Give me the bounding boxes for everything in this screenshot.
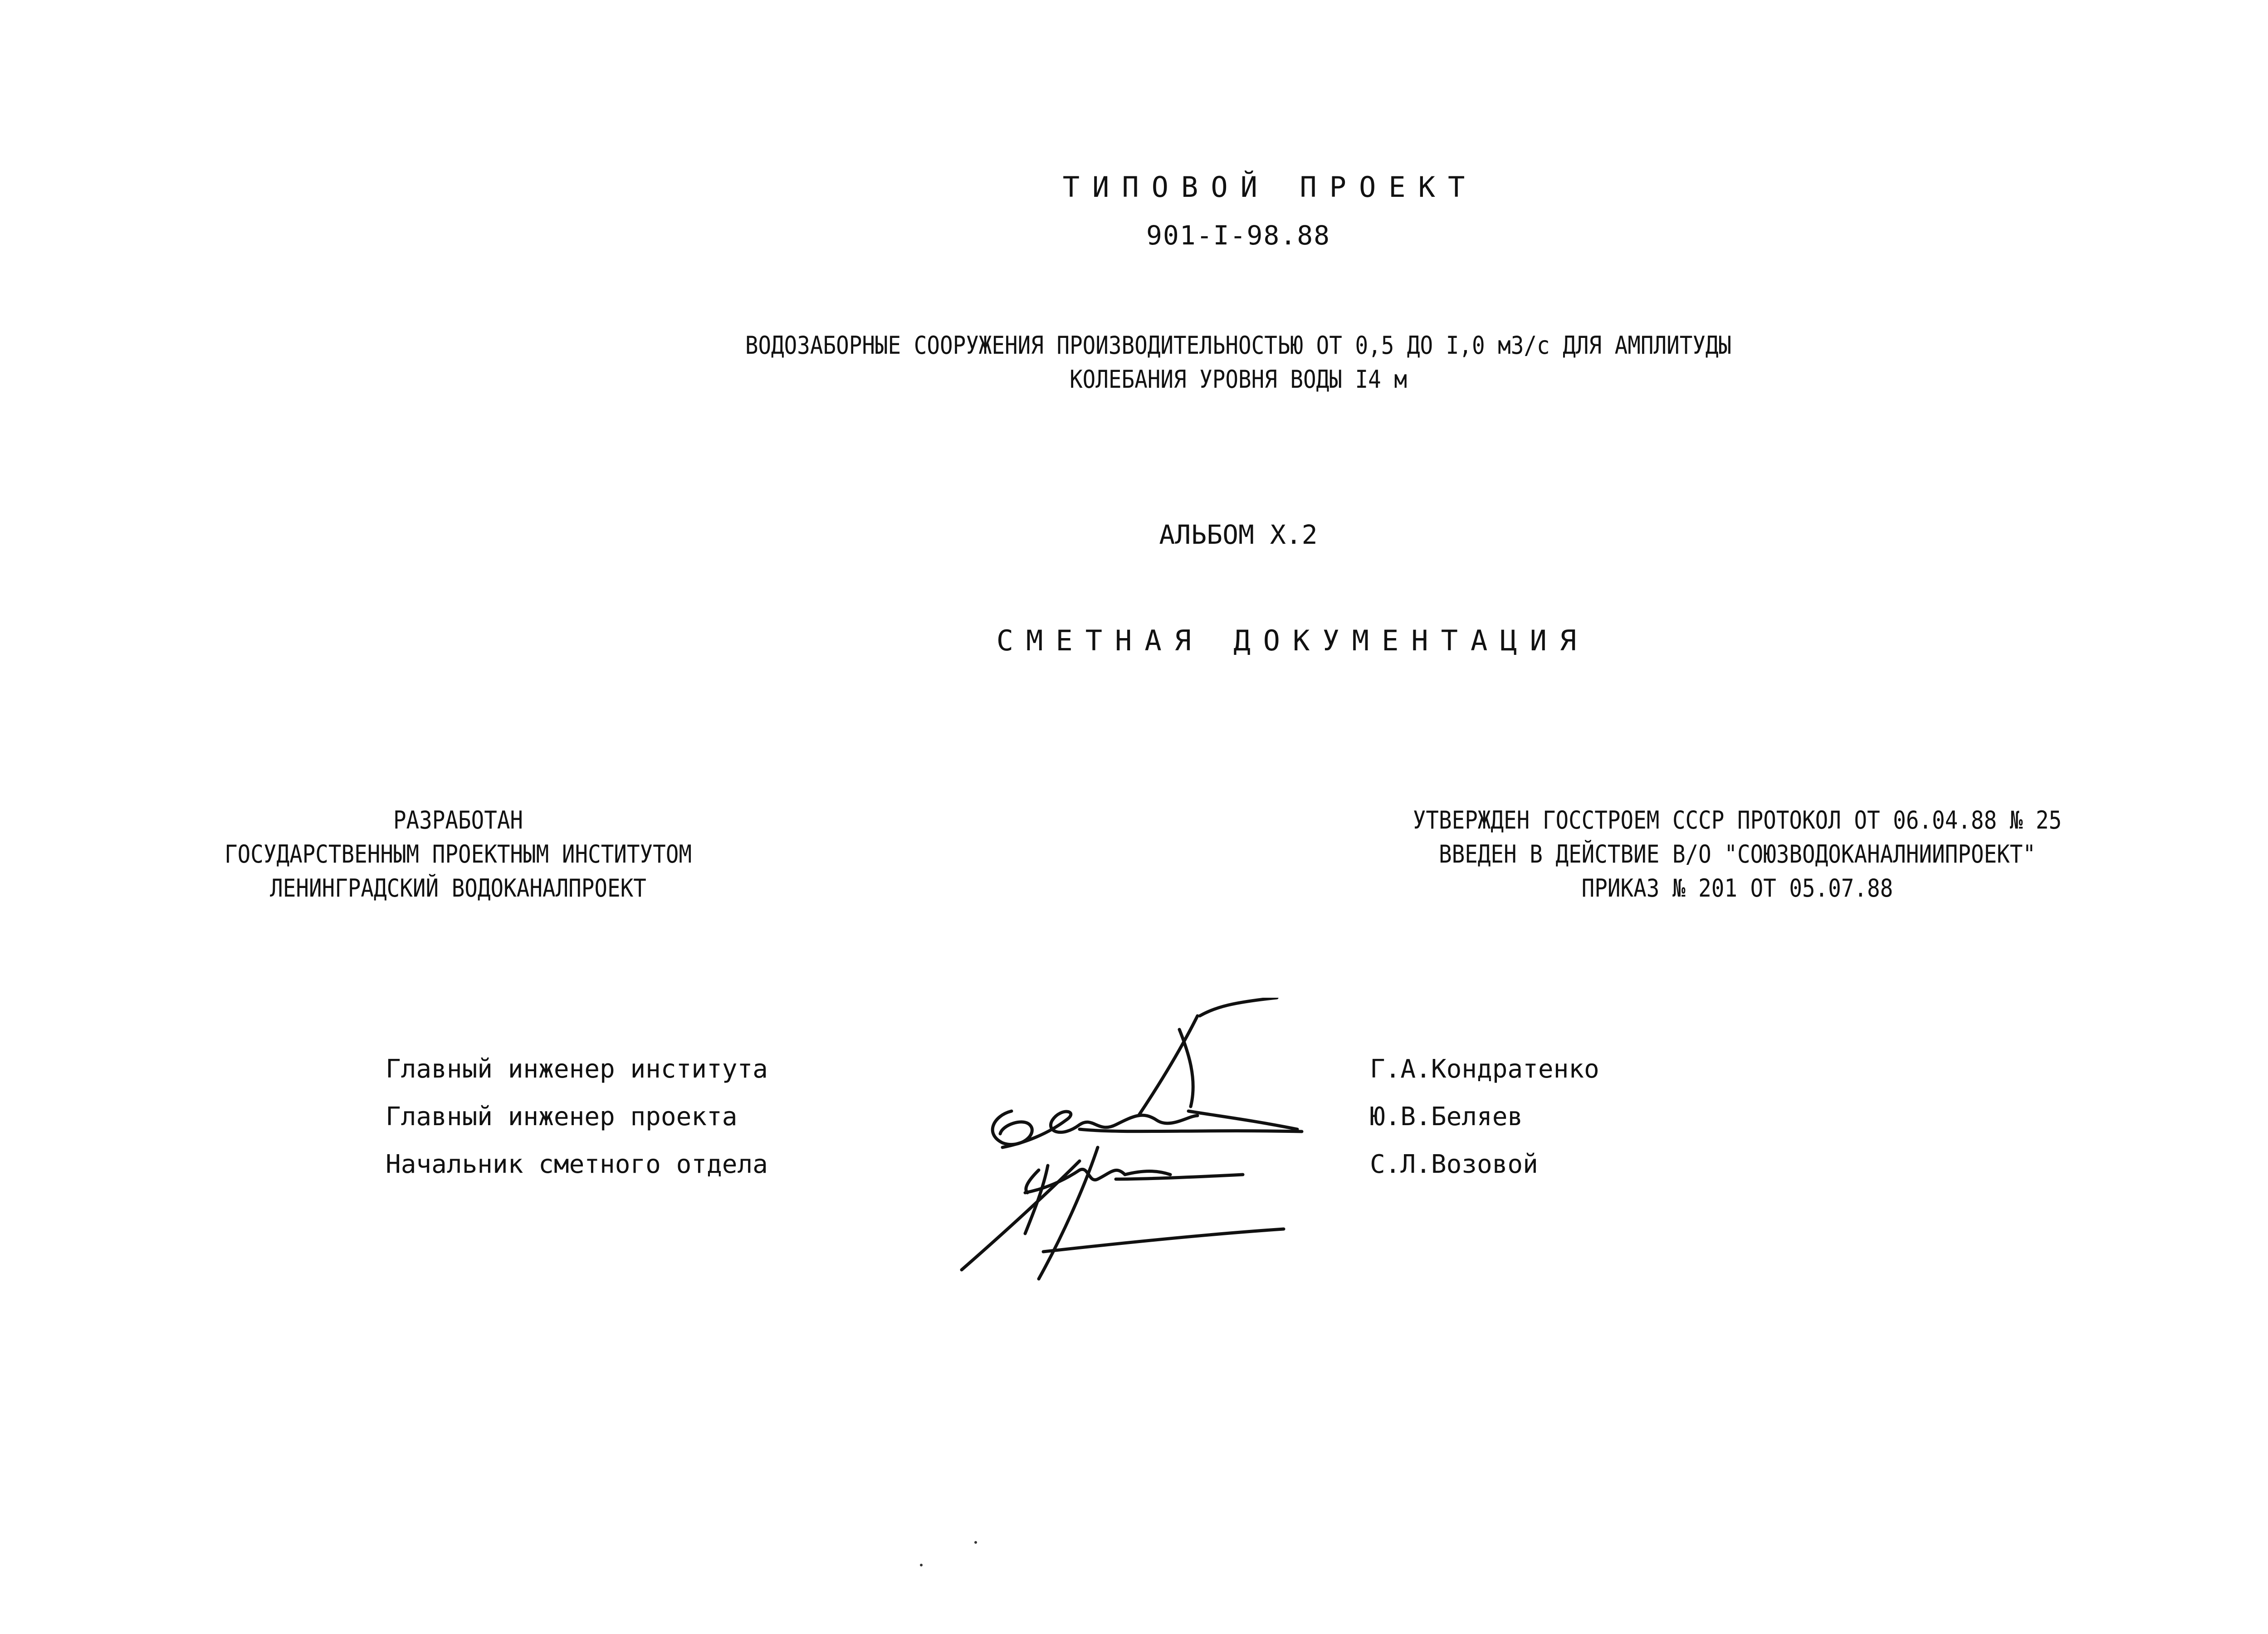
approval-protocol: УТВЕРЖДЕН ГОССТРОЕМ СССР ПРОТОКОЛ ОТ 06.04.88 № 25 (1413, 806, 2062, 834)
signature-lower (962, 1147, 1284, 1279)
project-type-heading: ТИПОВОЙ ПРОЕКТ (1062, 171, 1478, 204)
speck-mark (920, 1564, 923, 1566)
enactment-statement: ВВЕДЕН В ДЕЙСТВИЕ В/О "СОЮЗВОДОКАНАЛНИИПРОЕКТ" (1438, 840, 2036, 868)
developed-by-label: РАЗРАБОТАН (393, 806, 523, 834)
speck-mark (974, 1541, 977, 1544)
developed-by-institute: ГОСУДАРСТВЕННЫМ ПРОЕКТНЫМ ИНСТИТУТОМ (225, 840, 692, 868)
section-heading: СМЕТНАЯ ДОКУМЕНТАЦИЯ (996, 624, 1589, 657)
developed-by-organization: ЛЕНИНГРАДСКИЙ ВОДОКАНАЛПРОЕКТ (270, 874, 646, 902)
album-number: АЛЬБОМ X.2 (1159, 519, 1318, 550)
project-title-line-1: ВОДОЗАБОРНЫЕ СООРУЖЕНИЯ ПРОИЗВОДИТЕЛЬНОСТЬЮ ОТ 0,5 ДО I,0 м3/с ДЛЯ АМПЛИТУДЫ (745, 331, 1732, 360)
enactment-order: ПРИКАЗ № 201 ОТ 05.07.88 (1581, 874, 1893, 902)
project-title-line-2: КОЛЕБАНИЯ УРОВНЯ ВОДЫ I4 м (1070, 365, 1407, 394)
signatory-role-chief-engineer-project: Главный инженер проекта (386, 1102, 738, 1132)
signature-upper (992, 998, 1302, 1147)
signatory-name-belyaev: Ю.В.Беляев (1370, 1102, 1523, 1132)
signatory-name-vozovoy: С.Л.Возовой (1370, 1150, 1538, 1179)
signatory-role-head-estimate-dept: Начальник сметного отдела (386, 1150, 768, 1179)
project-code: 901-I-98.88 (1146, 220, 1331, 251)
handwritten-signatures (943, 998, 1306, 1306)
signatory-role-chief-engineer-institute: Главный инженер института (386, 1054, 768, 1084)
signatory-name-kondratenko: Г.А.Кондратенко (1370, 1054, 1599, 1084)
